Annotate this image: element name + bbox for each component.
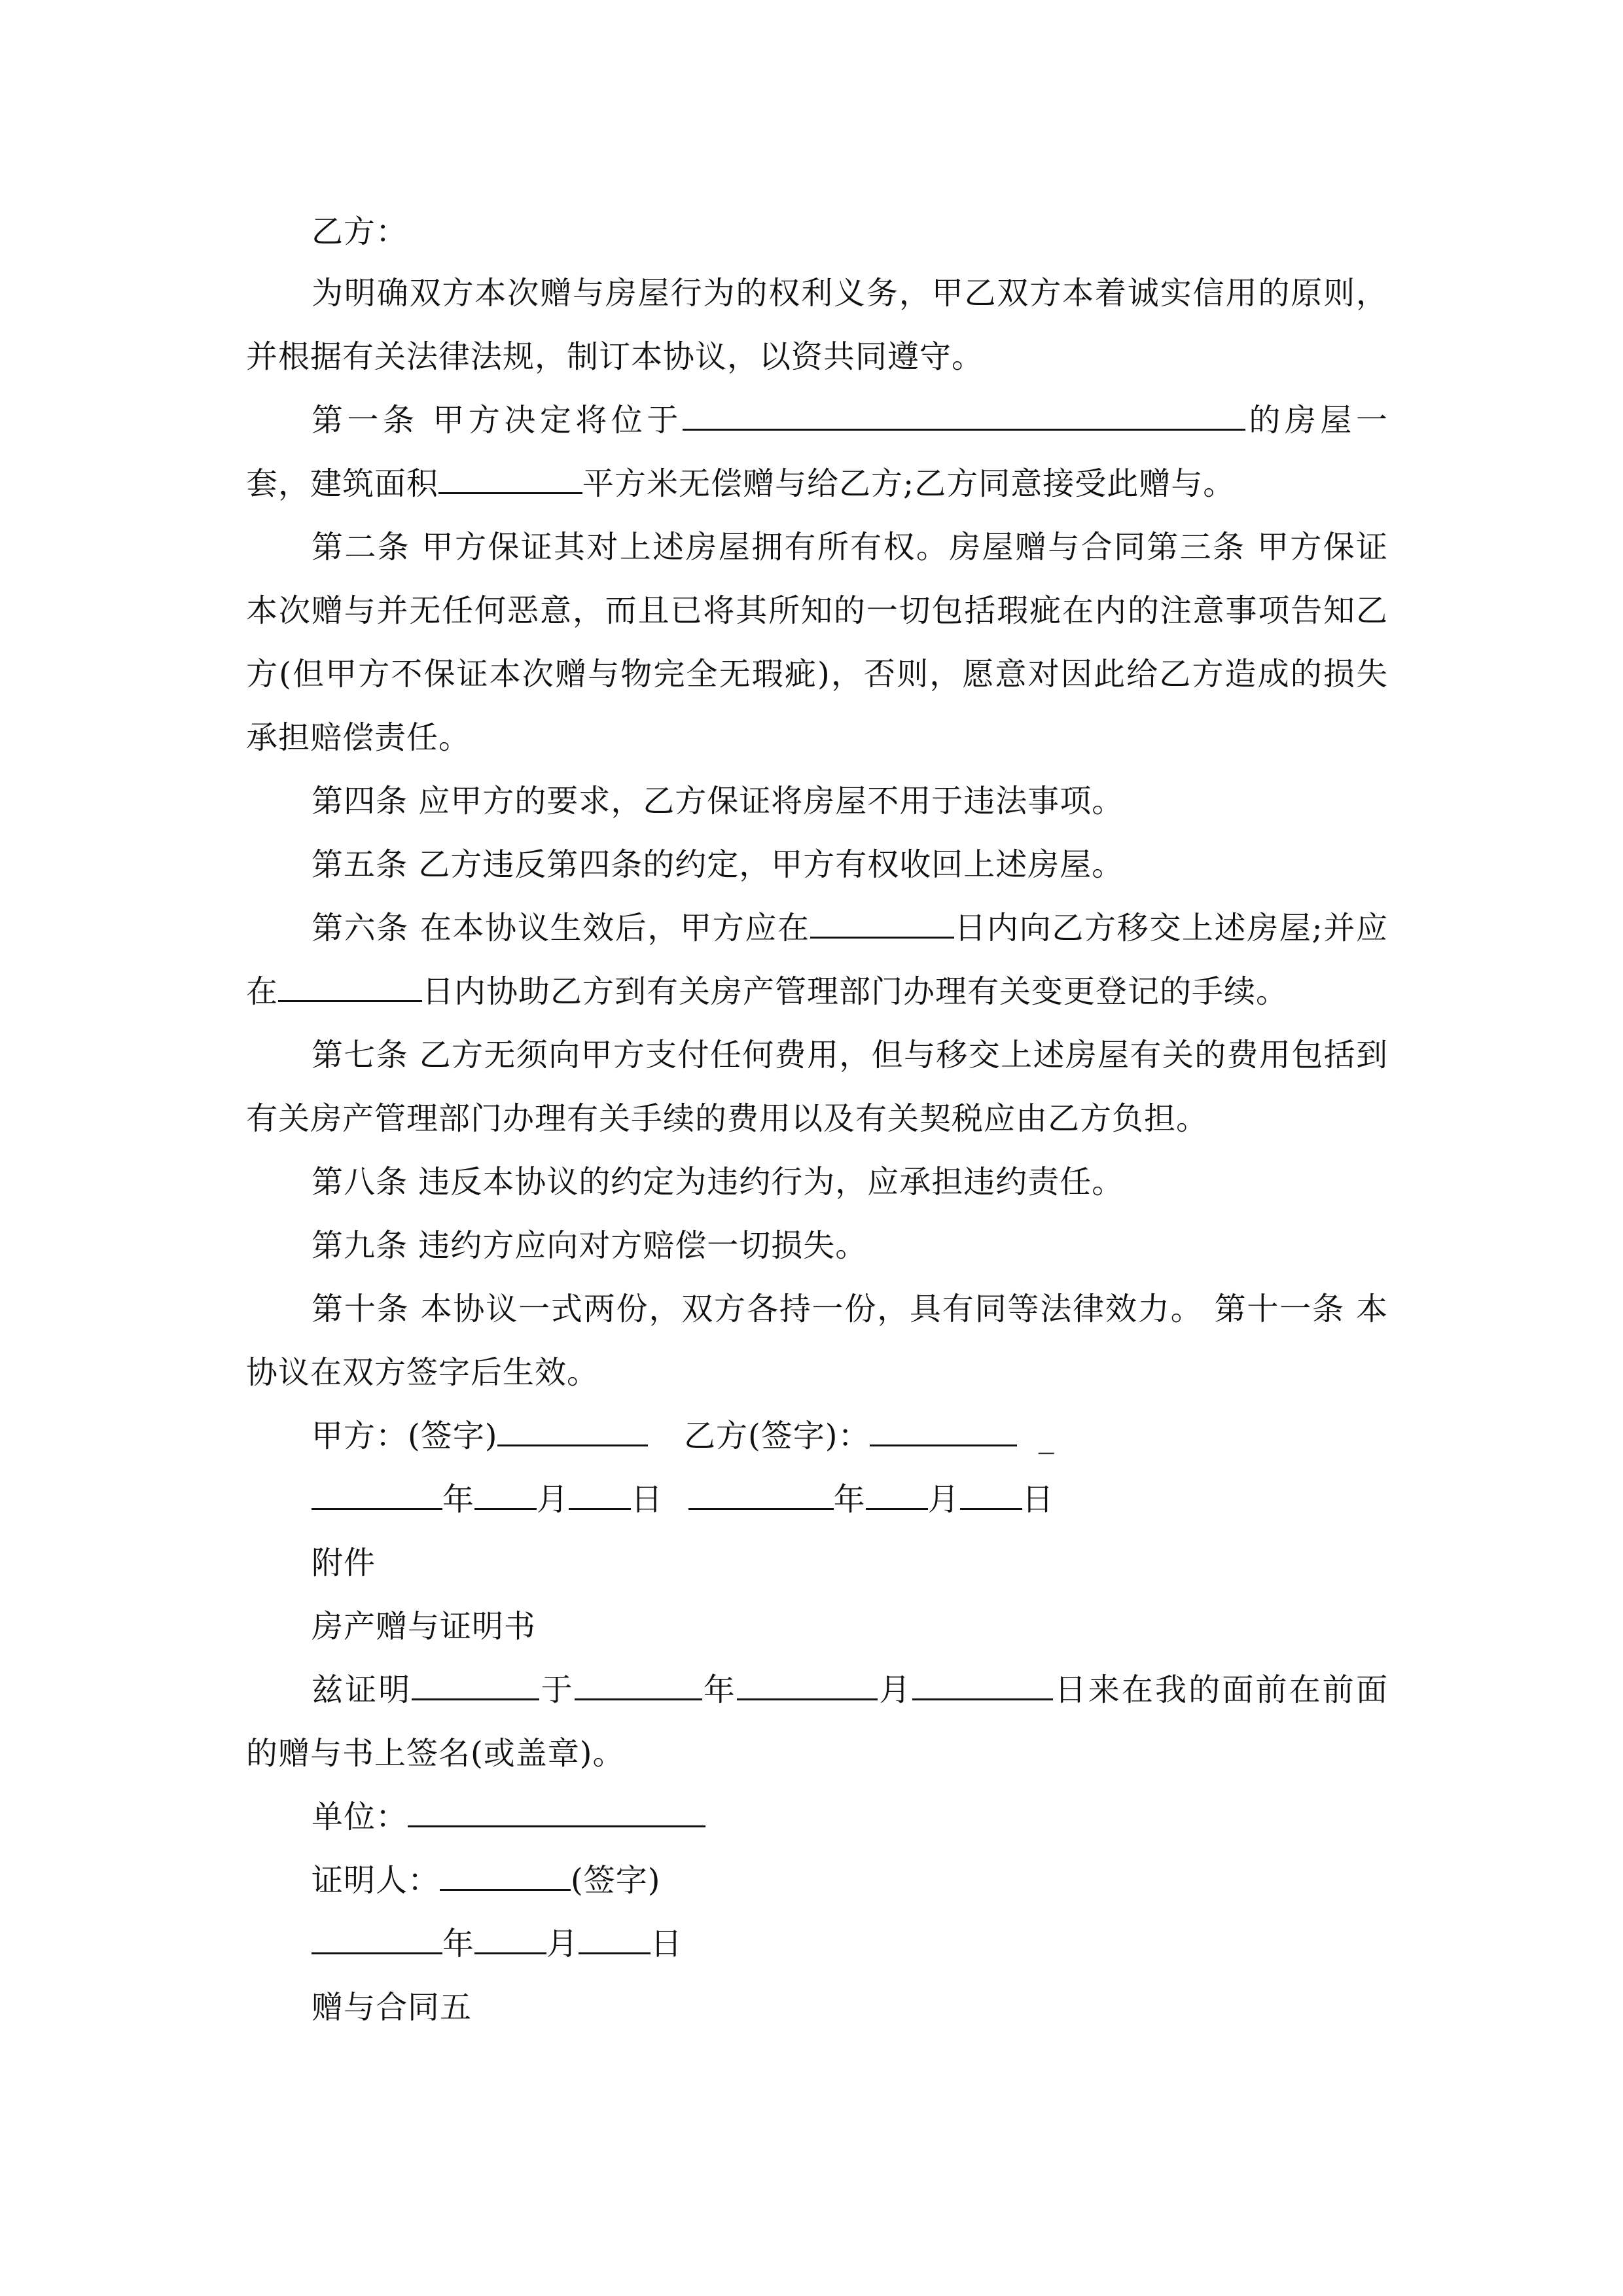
article-4: 第四条 应甲方的要求，乙方保证将房屋不用于违法事项。 [312,783,1124,819]
intro-paragraph: 为明确双方本次赠与房屋行为的权利义务，甲乙双方本着诚实信用的原则，并根据有关法律法规，制订本协议，以资共同遵守。 [246,275,1388,375]
witness-line [312,1849,660,1912]
party-b-sign-label: 乙方(签字)： [684,1418,870,1454]
party-b-day-blank [960,1474,1022,1510]
witness-year-label: 年 [442,1926,475,1962]
party-b-label: 乙方： [312,213,408,250]
certificate-part3: 年 [702,1672,738,1708]
certificate-part4: 月 [878,1672,913,1708]
article-9: 第九条 违约方应向对方赔偿一切损失。 [312,1227,868,1264]
unit-label: 单位： [312,1799,408,1835]
registration-days-blank [278,966,422,1002]
attachment-label: 附件 [312,1545,376,1581]
certificate-month-blank [737,1664,878,1700]
article-10-11: 第十条 本协议一式两份，双方各持一份，具有同等法律效力。 第十一条 本协议在双方签字后生效。 [246,1291,1388,1391]
witness-blank [440,1855,571,1891]
article-1-part1: 第一条 甲方决定将位于 [312,402,683,439]
unit-line [312,1785,705,1849]
trailing-mark: _ [1038,1418,1055,1454]
party-a-sign-blank [497,1410,648,1446]
signature-line [312,1405,1055,1468]
certificate-part5: 日来在我的面前在前面的赠与书上签名(或盖章)。 [246,1672,1388,1772]
signature-date-line [312,1468,1054,1532]
certificate-name-blank [412,1664,539,1700]
witness-month-label: 月 [546,1926,579,1962]
year-label-2: 年 [833,1481,866,1518]
article-1-part2: 的房屋一套，建筑面积 [246,402,1388,502]
certificate-part2: 于 [539,1672,575,1708]
month-label-2: 月 [927,1481,960,1518]
article-1-part3: 平方米无偿赠与给乙方;乙方同意接受此赠与。 [582,465,1236,502]
area-blank [438,458,582,494]
certificate-body [246,1659,1388,1785]
witness-sign: (签字) [571,1862,661,1899]
article-2-3: 第二条 甲方保证其对上述房屋拥有所有权。房屋赠与合同第三条 甲方保证本次赠与并无任何恶意，而且已将其所知的一切包括瑕疵在内的注意事项告知乙方(但甲方不保证本次赠与物完全无瑕疵)，否则，愿意对因此给乙方造成的损失承担赔偿责任。 [246,529,1388,756]
witness-month-blank [474,1918,546,1954]
year-label: 年 [442,1481,475,1518]
unit-blank [408,1791,705,1827]
party-a-month-blank [474,1474,537,1510]
month-label: 月 [537,1481,569,1518]
party-a-day-blank [569,1474,631,1510]
certificate-day-blank [912,1664,1053,1700]
article-7: 第七条 乙方无须向甲方支付任何费用，但与移交上述房屋有关的费用包括到有关房产管理部门办理有关手续的费用以及有关契税应由乙方负担。 [246,1037,1388,1137]
day-label: 日 [631,1481,664,1518]
witness-year-blank [312,1918,442,1954]
article-6-part2: 日内向乙方移交上述房屋;并应在 [246,910,1388,1010]
article-1 [246,389,1388,516]
party-b-sign-blank [870,1410,1017,1446]
article-5: 第五条 乙方违反第四条的约定，甲方有权收回上述房屋。 [312,846,1124,883]
day-label-2: 日 [1022,1481,1054,1518]
article-6-part1: 第六条 在本协议生效后，甲方应在 [312,910,810,946]
witness-label: 证明人： [312,1862,440,1899]
party-b-year-blank [688,1474,834,1510]
article-6 [246,897,1388,1024]
next-section-title: 赠与合同五 [312,1989,473,2026]
witness-date-line [312,1912,683,1976]
witness-day-blank [579,1918,651,1954]
witness-day-label: 日 [651,1926,683,1962]
certificate-part1: 兹证明 [312,1672,412,1708]
party-a-year-blank [312,1474,442,1510]
certificate-title: 房产赠与证明书 [312,1608,537,1645]
certificate-year-blank [575,1664,702,1700]
article-8: 第八条 违反本协议的约定为违约行为，应承担违约责任。 [312,1164,1124,1200]
article-6-part3: 日内协助乙方到有关房产管理部门办理有关变更登记的手续。 [422,973,1289,1010]
party-a-sign-label: 甲方：(签字) [312,1418,498,1454]
party-b-month-blank [866,1474,928,1510]
handover-days-blank [810,903,954,939]
address-blank [683,395,1245,431]
